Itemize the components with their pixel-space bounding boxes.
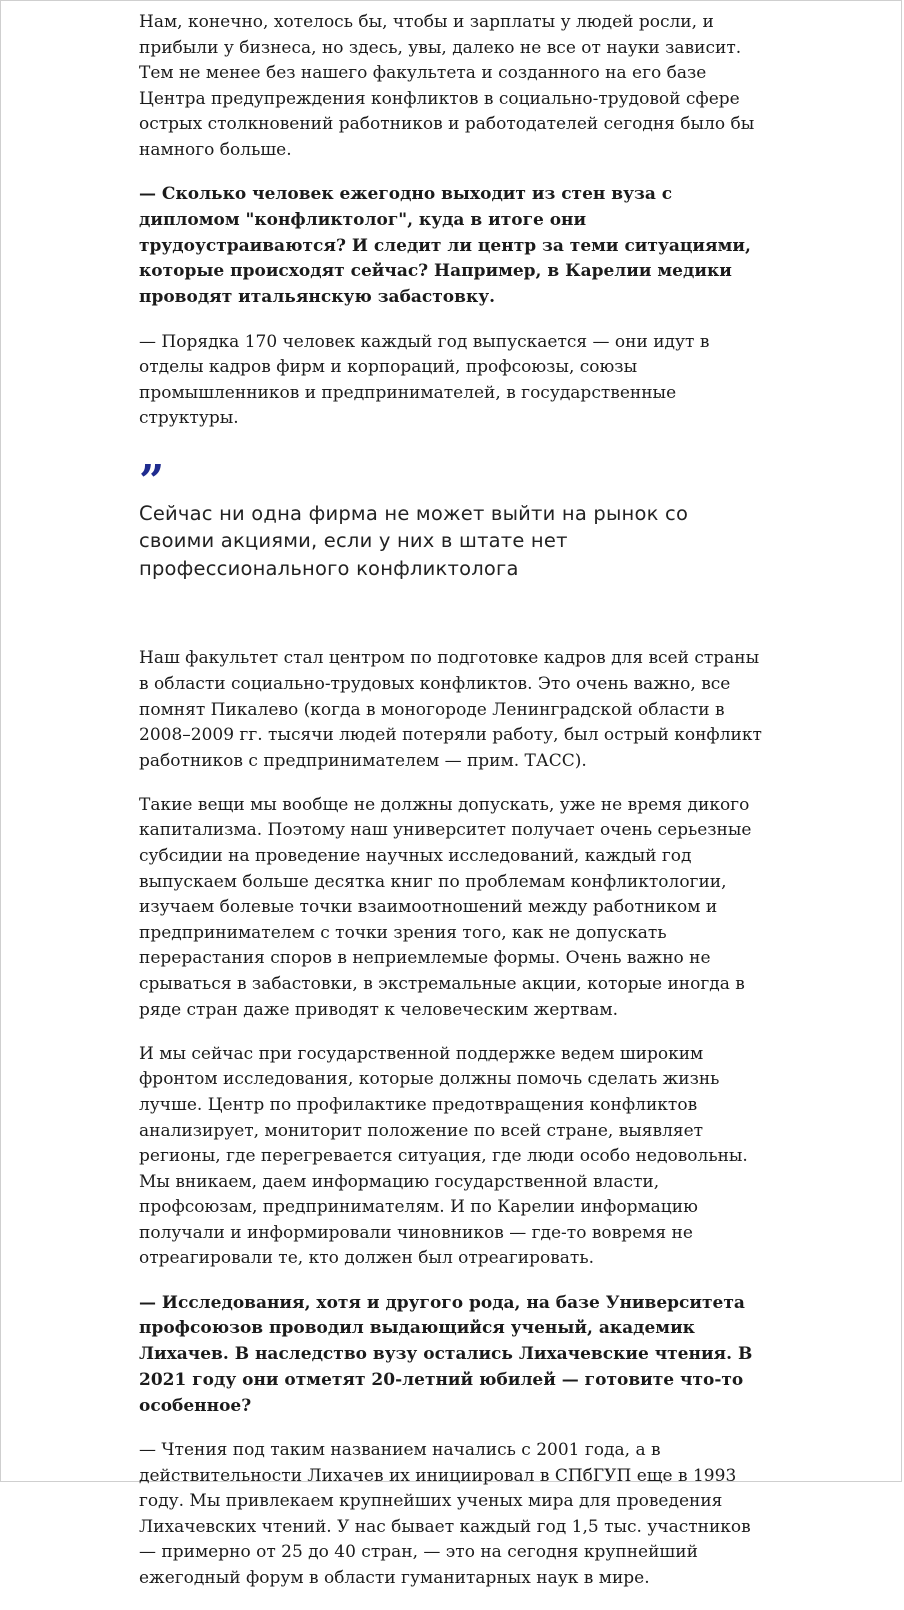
pull-quote-text: Сейчас ни одна фирма не может выйти на рынок со своими акциями, если у них в штате нет профессионального конфликтолога: [139, 501, 689, 580]
article-paragraph: Наш факультет стал центром по подготовке кадров для всей страны в области социально-трудовых конфликтов. Это очень важно, все помнят Пикалево (когда в моногороде Ленинградской области в 2008–2009 гг. тысячи людей потеряли работу, был острый конфликт работников с предпринимателем — прим. ТАСС).: [139, 648, 762, 771]
interview-question: — Исследования, хотя и другого рода, на базе Университета профсоюзов проводил выдающийся ученый, академик Лихачев. В наследство вузу остались Лихачевские чтения. В 2021 году они отметят 20-летний юбилей — готовите что-то особенное?: [139, 1292, 753, 1416]
article-paragraph: Такие вещи мы вообще не должны допускать, уже не время дикого капитализма. Поэтому наш университет получает очень серьезные субсидии на проведение научных исследований, каждый год выпускаем больше десятка книг по проблемам конфликтологии, изучаем болевые точки взаимоотношений между работником и предпринимателем с точки зрения того, как не допускать перерастания споров в неприемлемые формы. Очень важно не срываться в забастовки, в экстремальные акции, которые иногда в ряде стран даже приводят к человеческим жертвам.: [139, 794, 752, 1020]
article-paragraph: — Порядка 170 человек каждый год выпускается — они идут в отделы кадров фирм и корпораций, профсоюзы, союзы промышленников и предпринимателей, в государственные структуры.: [139, 331, 710, 429]
article-body: [139, 10, 769, 1610]
article-paragraph: — Чтения под таким названием начались с 2001 года, а в действительности Лихачев их инициировал в СПбГУП еще в 1993 году. Мы привлекаем крупнейших ученых мира для проведения Лихачевских чтений. У нас бывает каждый год 1,5 тыс. участников — примерно от 25 до 40 стран, — это на сегодня крупнейший ежегодный форум в области гуманитарных наук в мире.: [139, 1440, 751, 1589]
article-paragraph: И мы сейчас при государственной поддержке ведем широким фронтом исследования, которые должны помочь сделать жизнь лучше. Центр по профилактике предотвращения конфликтов анализирует, мониторит положение по всей стране, выявляет регионы, где перегревается ситуация, где люди особо недовольны. Мы вникаем, даем информацию государственной власти, профсоюзам, предпринимателям. И по Карелии информацию получали и информировали чиновников — где-то вовремя не отреагировали те, кто должен был отреагировать.: [139, 1043, 748, 1269]
interview-question: — Сколько человек ежегодно выходит из стен вуза с дипломом "конфликтолог", куда в итоге они трудоустраиваются? И следит ли центр за теми ситуациями, которые происходят сейчас? Например, в Карелии медики проводят итальянскую забастовку.: [139, 184, 751, 308]
article-paragraph: Нам, конечно, хотелось бы, чтобы и зарплаты у людей росли, и прибыли у бизнеса, но здесь, увы, далеко не все от науки зависит. Тем не менее без нашего факультета и созданного на его базе Центра предупреждения конфликтов в социально-трудовой сфере острых столкновений работников и работодателей сегодня было бы намного больше.: [139, 12, 755, 160]
quote-mark-icon: ”: [139, 455, 162, 507]
pull-quote: [139, 455, 769, 583]
